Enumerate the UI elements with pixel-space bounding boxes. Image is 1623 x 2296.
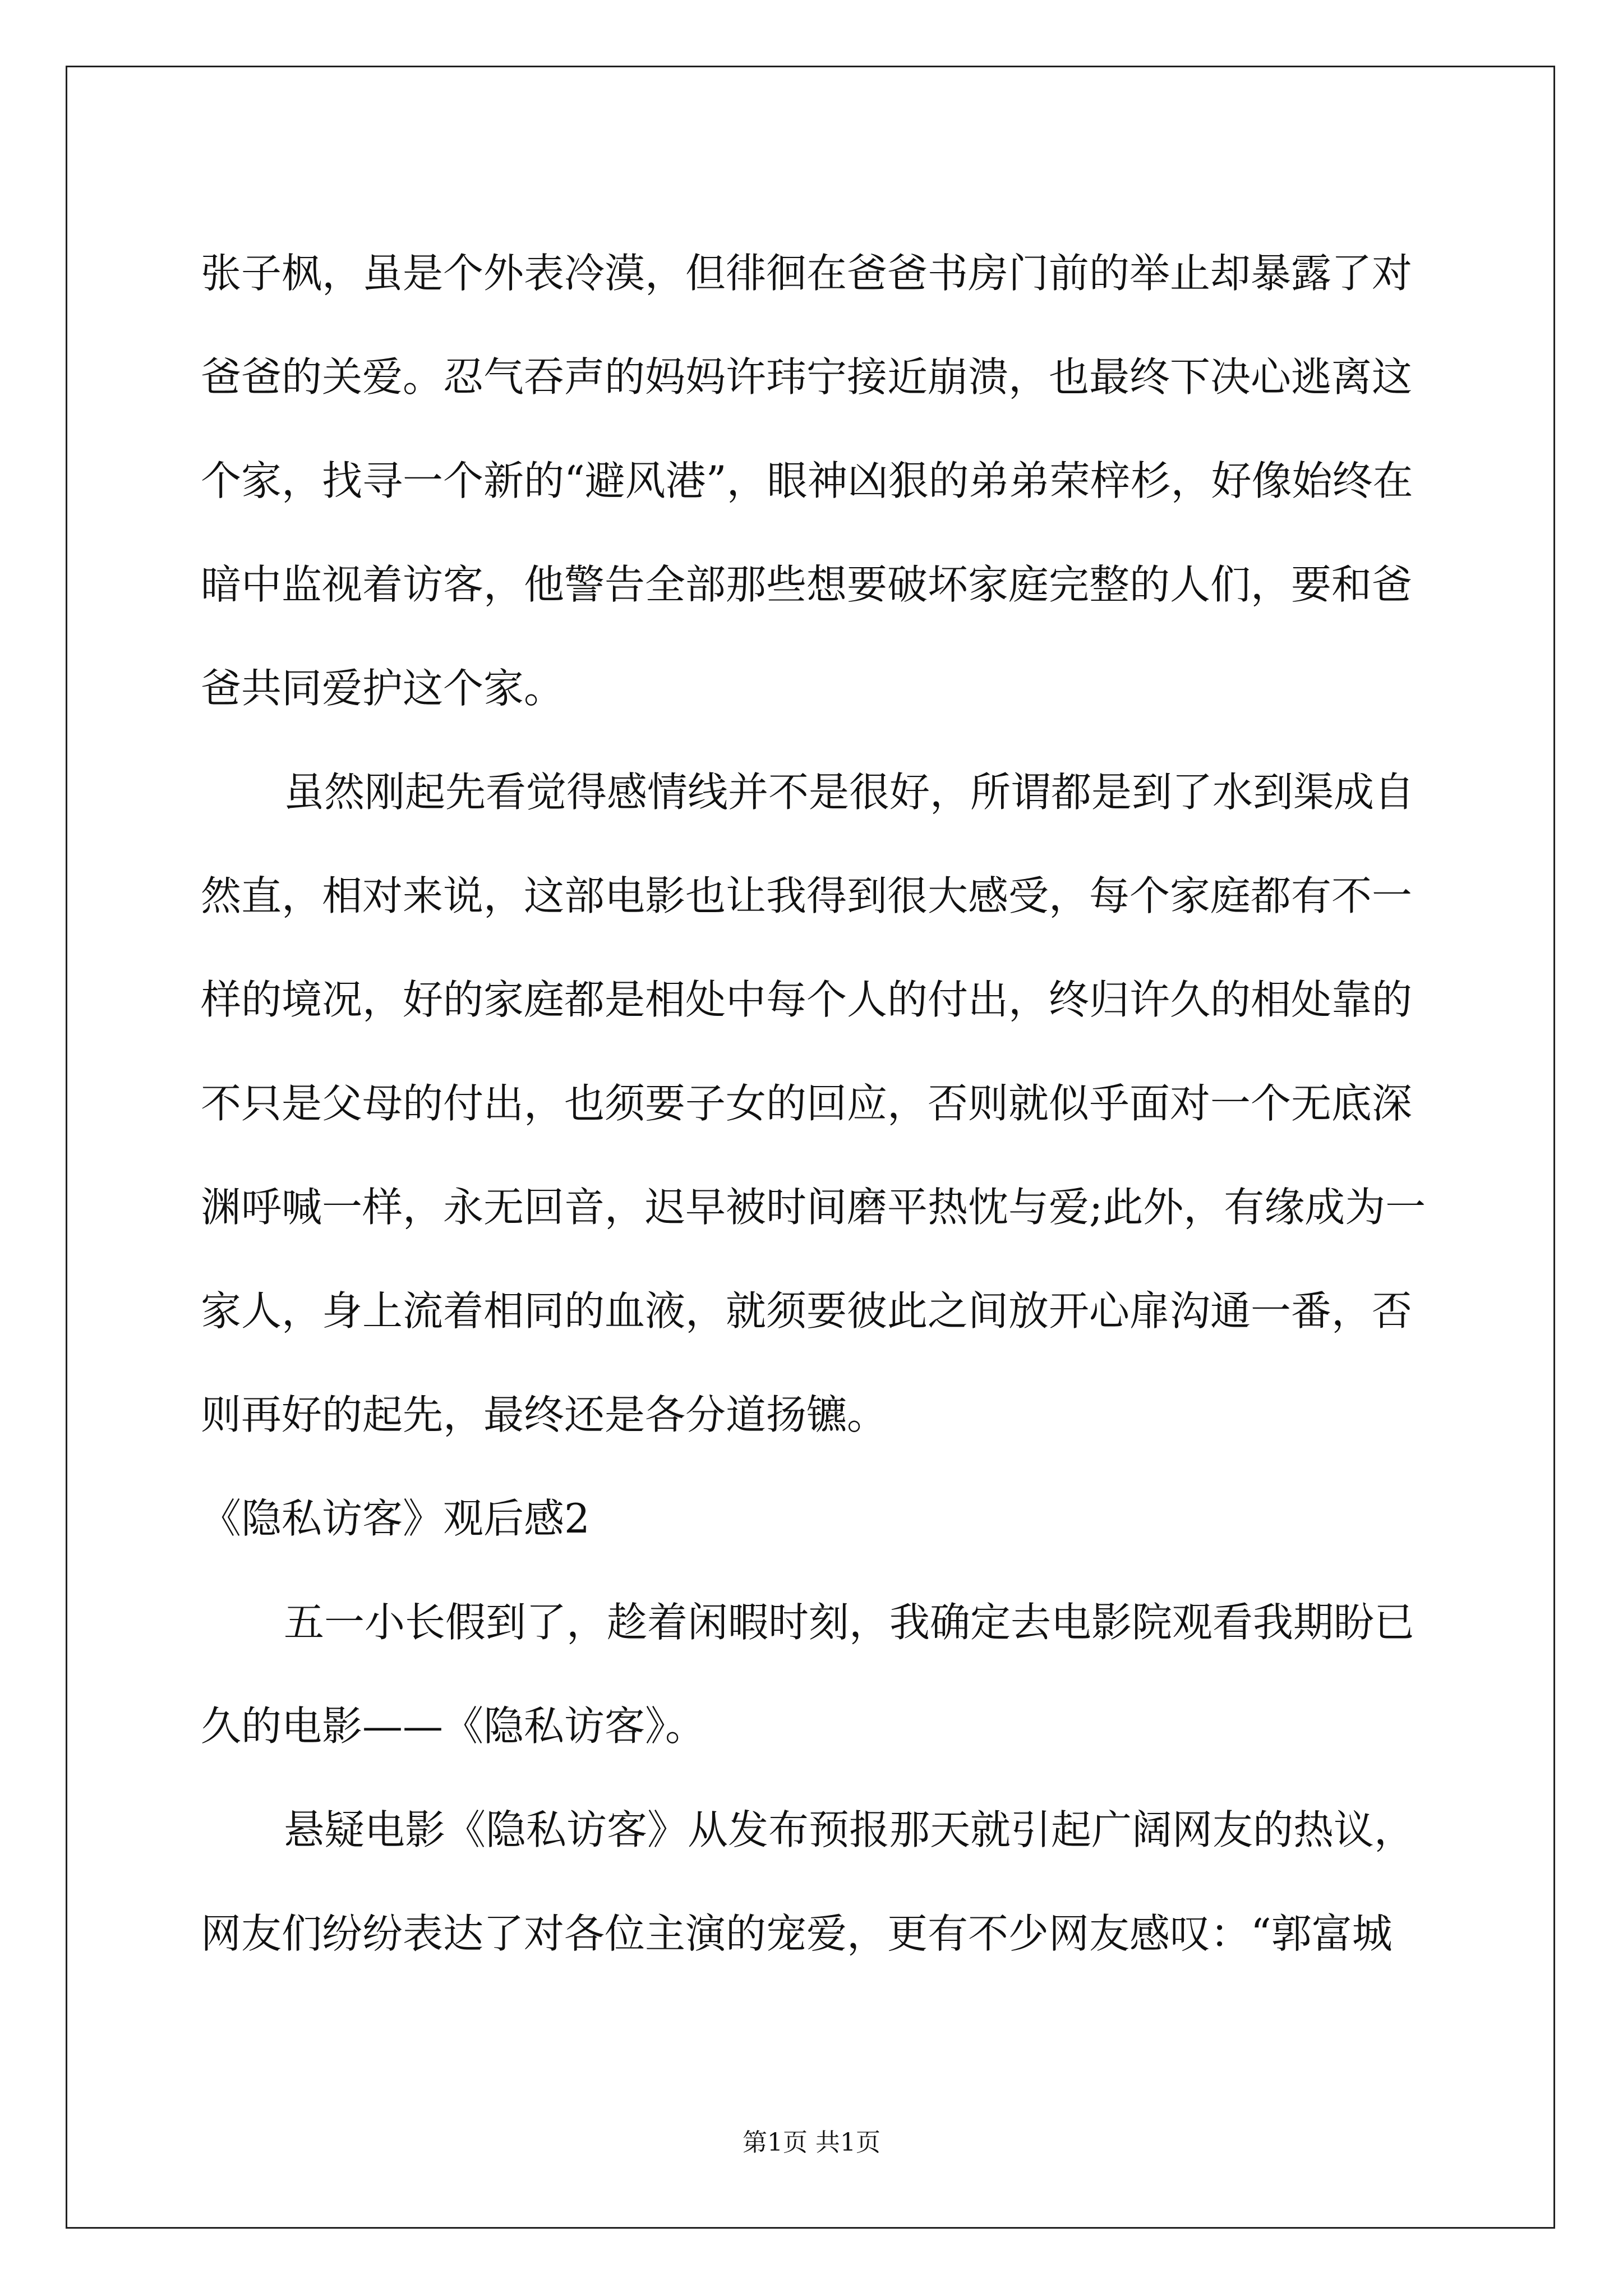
text-line: 则再好的起先，最终还是各分道扬镳。 [201, 1391, 888, 1438]
paragraph-3 [201, 1571, 1422, 1778]
section-heading [201, 1467, 1422, 1571]
paragraph-4 [201, 1778, 1422, 1986]
text-line: 悬疑电影《隐私访客》从发布预报那天就引起广阔网友的热议， [284, 1806, 1415, 1853]
text-line: 个家，找寻一个新的“避风港”，眼神凶狠的弟弟荣梓杉，好像始终在 [201, 457, 1413, 504]
text-line: 虽然刚起先看觉得感情线并不是很好，所谓都是到了水到渠成自 [284, 769, 1415, 816]
text-line: 渊呼喊一样，永无回音，迟早被时间磨平热忱与爱;此外，有缘成为一 [201, 1184, 1426, 1231]
heading-text: 《隐私访客》观后感2 [201, 1495, 590, 1542]
text-line: 样的境况，好的家庭都是相处中每个人的付出，终归许久的相处靠的 [201, 976, 1413, 1023]
paragraph-1 [201, 222, 1422, 740]
text-line: 家人，身上流着相同的血液，就须要彼此之间放开心扉沟通一番，否 [201, 1287, 1413, 1335]
text-line: 网友们纷纷表达了对各位主演的宠爱，更有不少网友感叹：“郭富城 [201, 1910, 1393, 1957]
paragraph-2 [201, 740, 1426, 1467]
text-line: 暗中监视着访客，他警告全部那些想要破坏家庭完整的人们，要和爸 [201, 561, 1413, 608]
text-line: 然直，相对来说，这部电影也让我得到很大感受，每个家庭都有不一 [201, 872, 1413, 919]
text-line: 爸爸的关爱。忍气吞声的妈妈许玮宁接近崩溃，也最终下决心逃离这 [201, 353, 1413, 401]
text-line: 不只是父母的付出，也须要子女的回应，否则就似乎面对一个无底深 [201, 1080, 1413, 1127]
document-body [201, 222, 1426, 1986]
text-line: 张子枫，虽是个外表冷漠，但徘徊在爸爸书房门前的举止却暴露了对 [201, 250, 1413, 297]
text-line: 久的电影——《隐私访客》。 [201, 1703, 706, 1750]
page-footer: 第1页 共1页 [743, 2128, 880, 2157]
text-line: 爸共同爱护这个家。 [201, 665, 565, 712]
text-line: 五一小长假到了，趁着闲暇时刻，我确定去电影院观看我期盼已 [284, 1599, 1415, 1646]
